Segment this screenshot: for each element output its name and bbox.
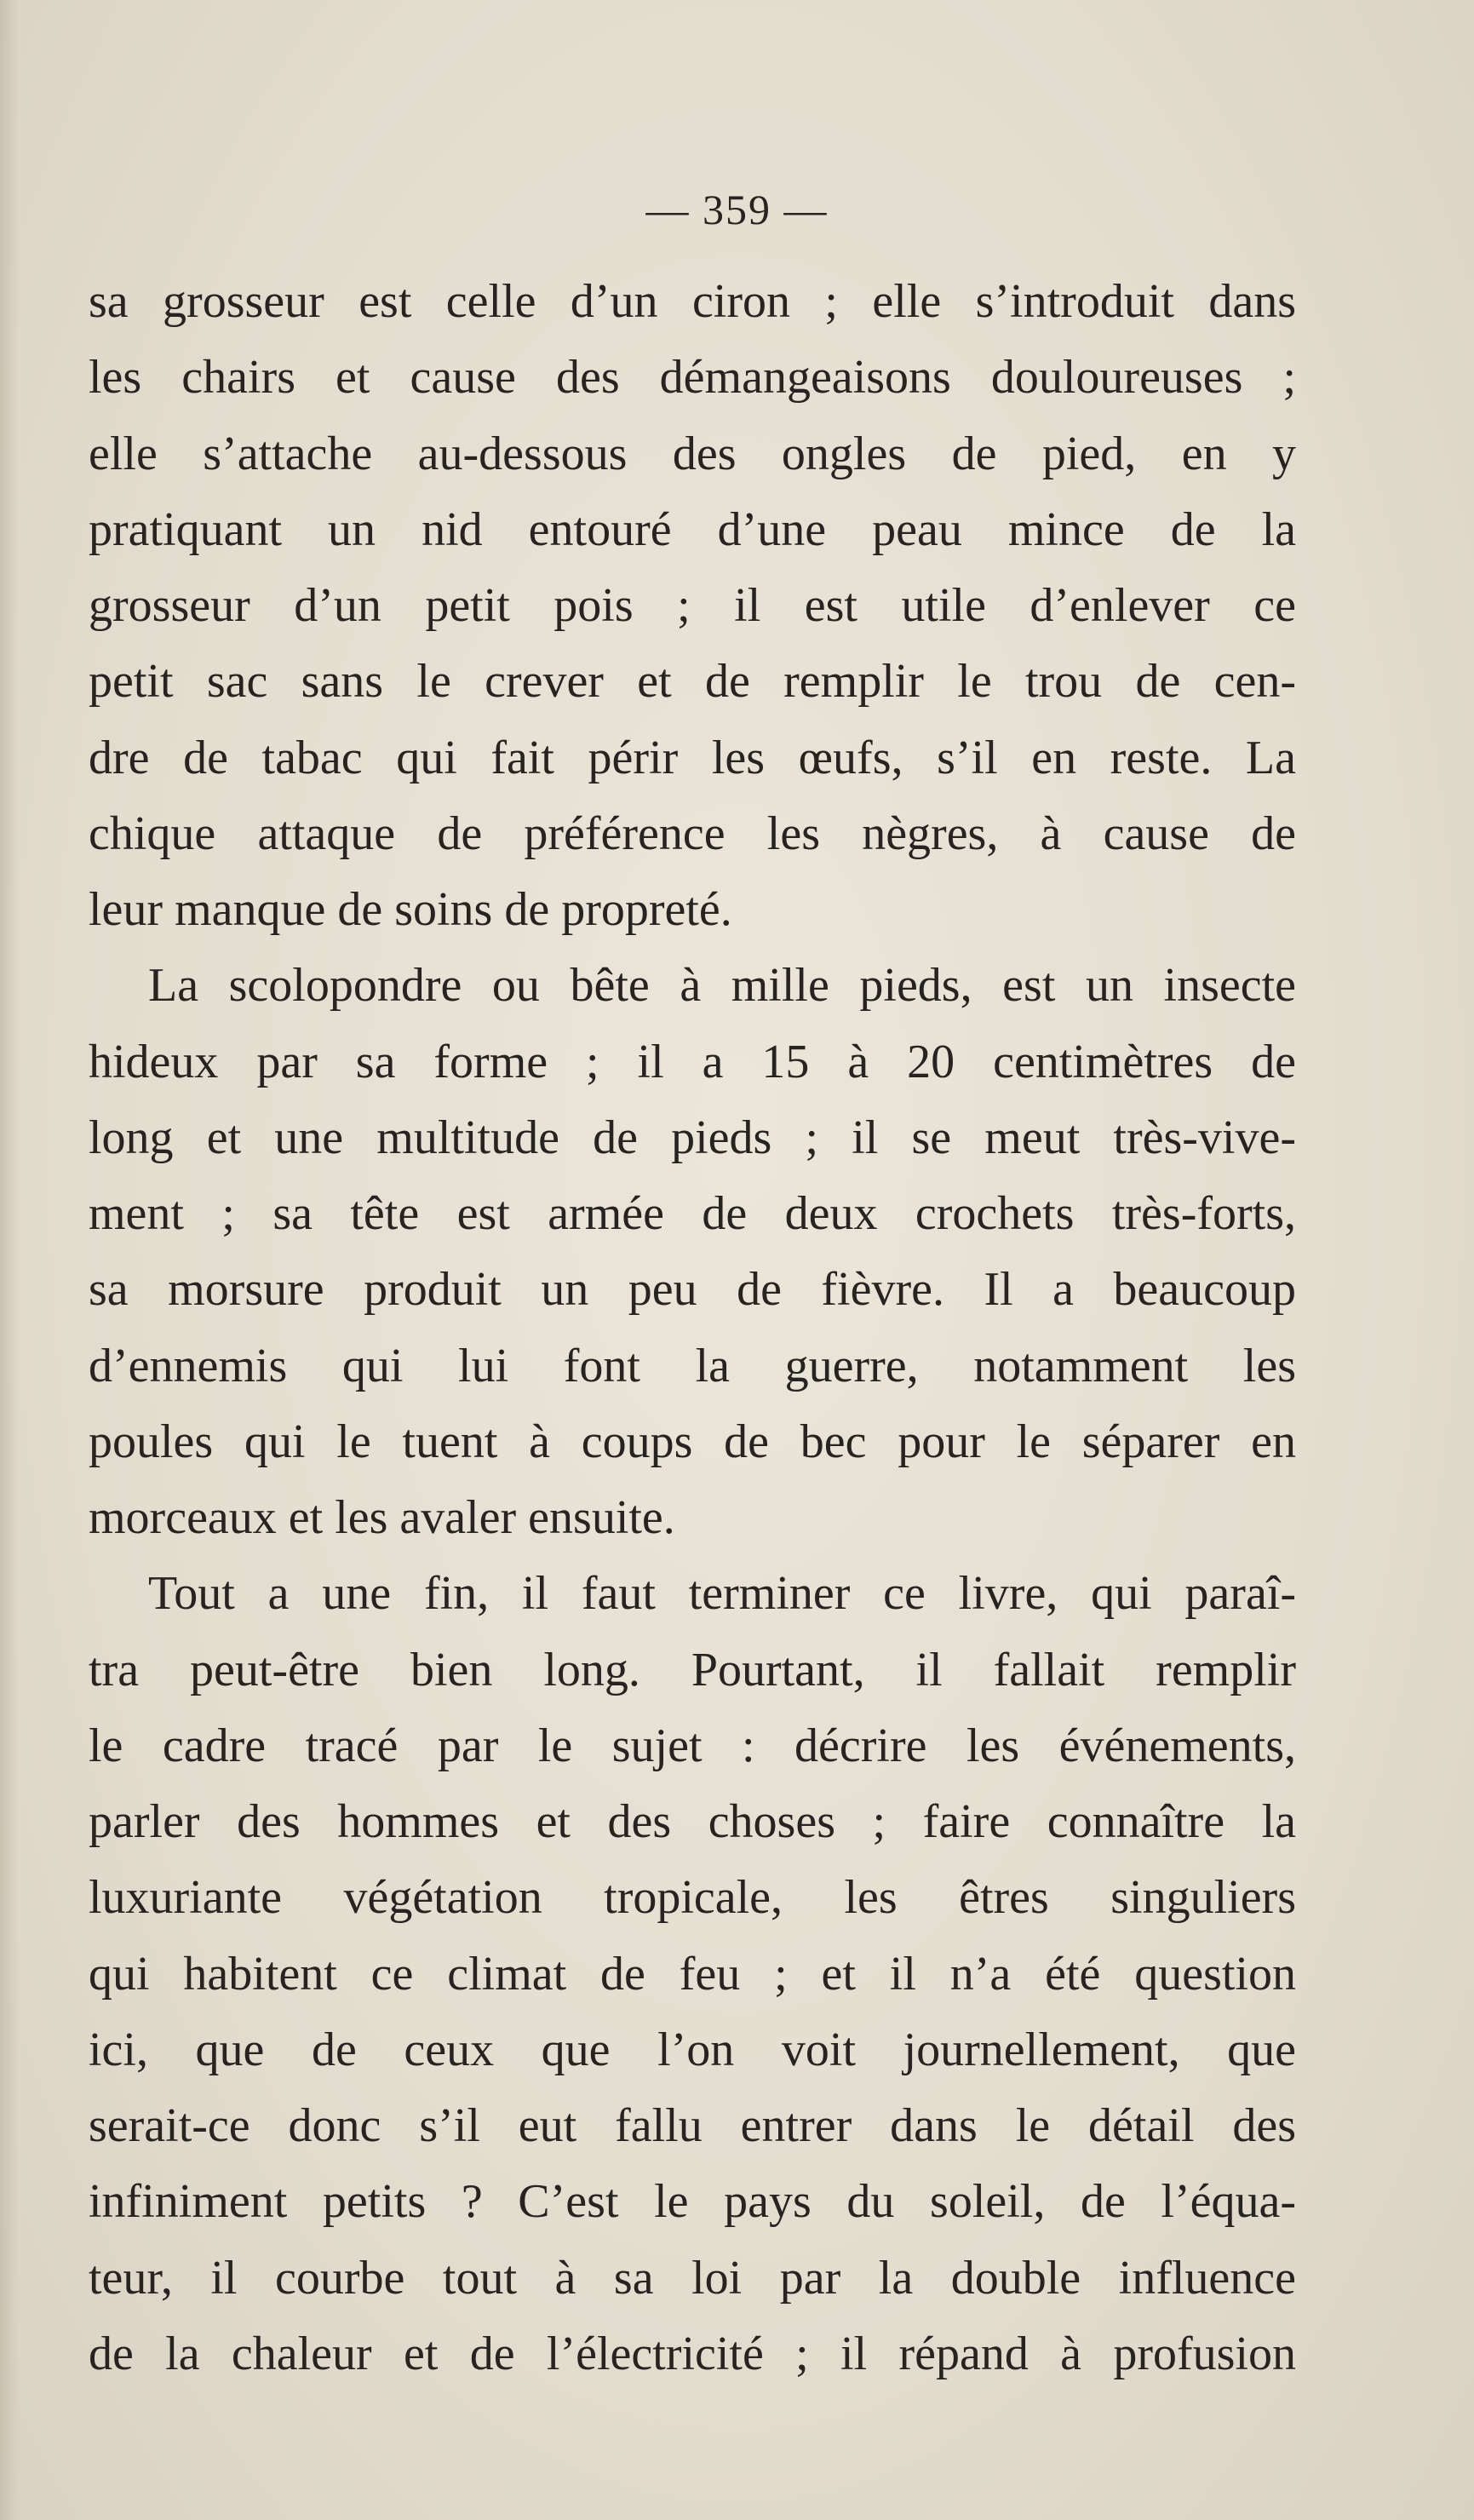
text-line: La scolopondre ou bête à mille pieds, est un insecte	[148, 959, 1296, 1013]
text-line: dre de tabac qui fait périr les œufs, s’il en reste. La	[89, 731, 1296, 784]
text-line: luxuriante végétation tropicale, les êtres singuliers	[89, 1871, 1296, 1925]
text-line: leur manque de soins de propreté.	[89, 883, 732, 936]
text-line: parler des hommes et des choses ; faire connaître la	[89, 1795, 1296, 1848]
text-line: elle s’attache au-dessous des ongles de pied, en y	[89, 427, 1296, 480]
text-line: d’ennemis qui lui font la guerre, notamment les	[89, 1339, 1296, 1392]
text-line: sa grosseur est celle d’un ciron ; elle s’introduit dans	[89, 275, 1296, 328]
text-line: hideux par sa forme ; il a 15 à 20 centimètres de	[89, 1035, 1296, 1088]
text-line: ici, que de ceux que l’on voit journellement, que	[89, 2023, 1296, 2076]
text-line: Tout a une fin, il faut terminer ce livre, qui paraî-	[148, 1567, 1296, 1621]
page-number: — 359 —	[645, 186, 829, 233]
text-line: qui habitent ce climat de feu ; et il n’a été question	[89, 1947, 1296, 2001]
text-line: de la chaleur et de l’électricité ; il répand à profusion	[89, 2327, 1296, 2380]
text-line: le cadre tracé par le sujet : décrire les événements,	[89, 1719, 1296, 1772]
text-line: grosseur d’un petit pois ; il est utile d’enlever ce	[89, 579, 1296, 632]
text-line: teur, il courbe tout à sa loi par la double influence	[89, 2251, 1296, 2305]
text-line: petit sac sans le crever et de remplir le trou de cen-	[89, 655, 1296, 709]
text-line: infiniment petits ? C’est le pays du soleil, de l’équa-	[89, 2175, 1296, 2229]
text-line: morceaux et les avaler ensuite.	[89, 1491, 675, 1544]
text-line: pratiquant un nid entouré d’une peau mince de la	[89, 502, 1296, 556]
text-line: serait-ce donc s’il eut fallu entrer dans le détail des	[89, 2099, 1296, 2152]
text-line: poules qui le tuent à coups de bec pour le séparer en	[89, 1415, 1296, 1468]
body-text	[89, 264, 1296, 2392]
text-line: les chairs et cause des démangeaisons douloureuses ;	[89, 351, 1296, 405]
page-edge-shadow	[0, 0, 19, 2520]
text-line: chique attaque de préférence les nègres, à cause de	[89, 807, 1296, 860]
text-line: sa morsure produit un peu de fièvre. Il a beaucoup	[89, 1263, 1296, 1317]
text-line: ment ; sa tête est armée de deux crochets très-forts,	[89, 1187, 1296, 1240]
text-line: tra peut-être bien long. Pourtant, il fallait remplir	[89, 1643, 1296, 1696]
text-line: long et une multitude de pieds ; il se meut très-vive-	[89, 1111, 1296, 1164]
